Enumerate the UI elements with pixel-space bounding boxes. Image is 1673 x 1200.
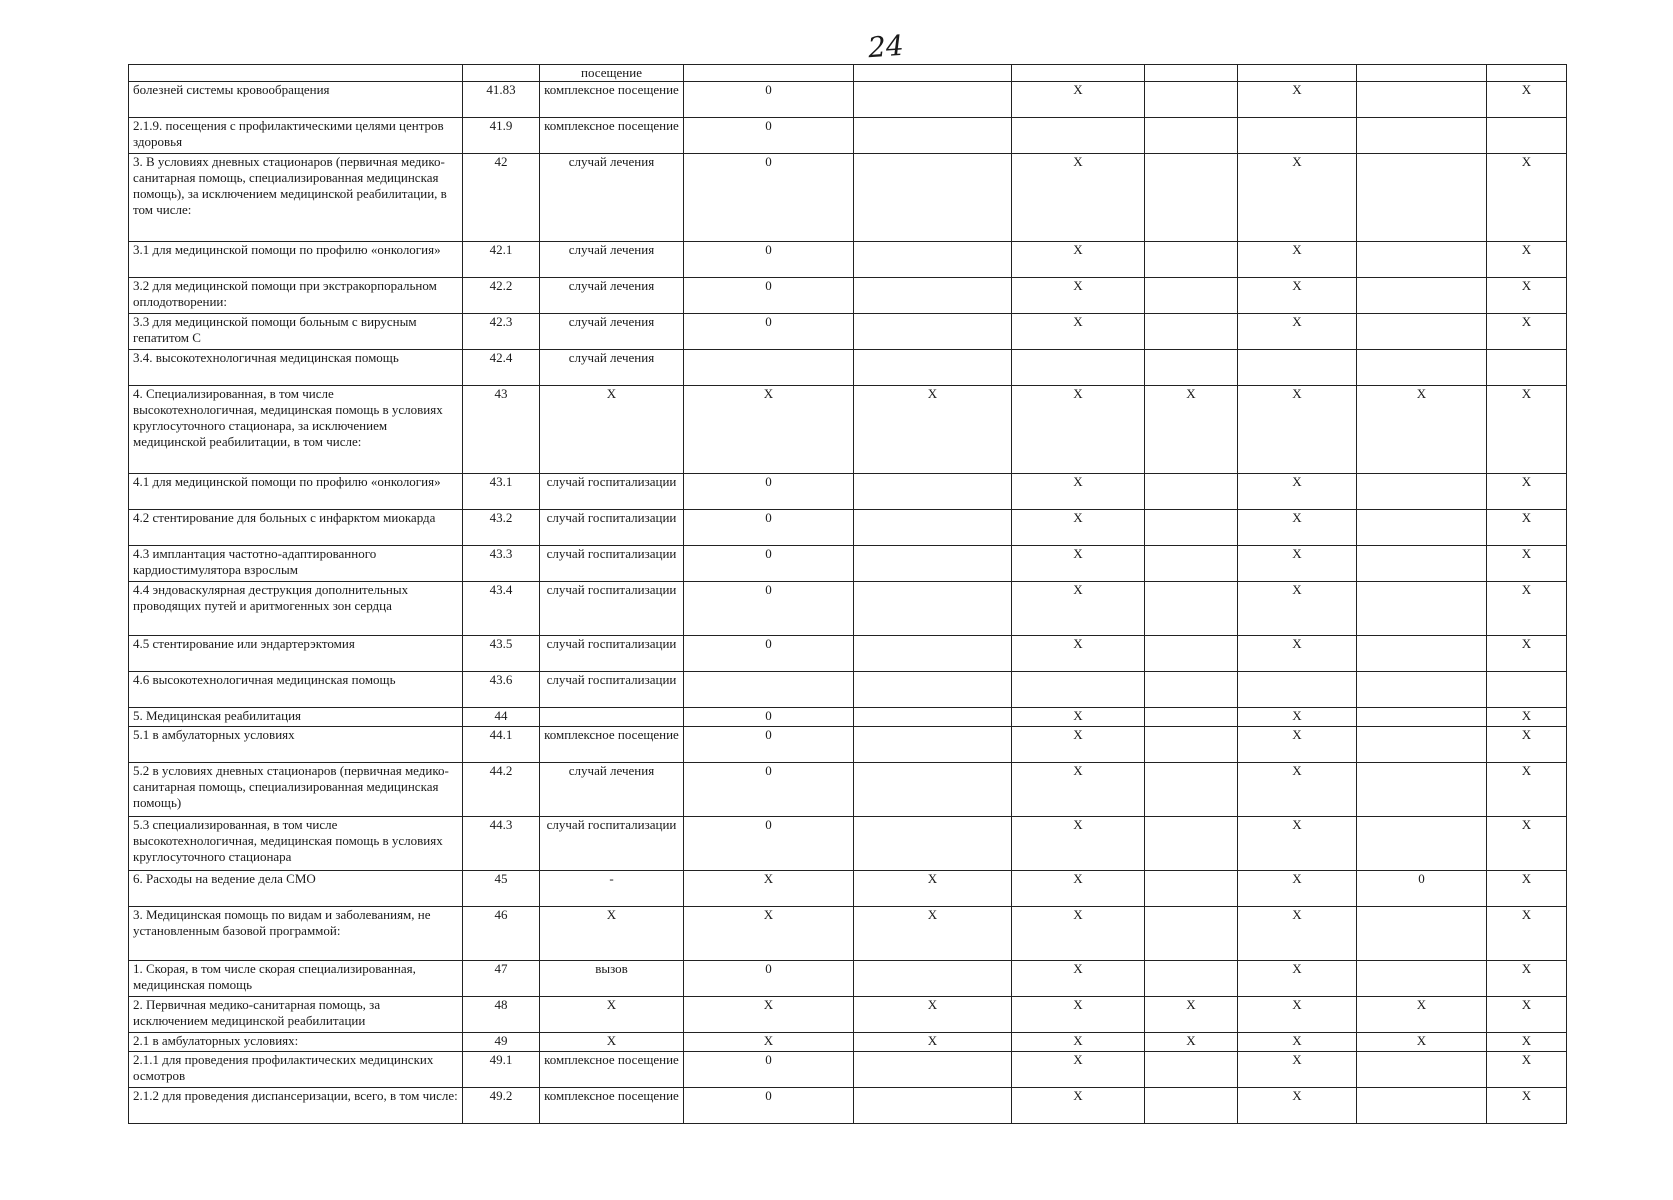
row-name: болезней системы кровообращения bbox=[129, 82, 463, 118]
value-cell: X bbox=[1487, 510, 1567, 546]
row-name: 2.1.1 для проведения профилактических медицинских осмотров bbox=[129, 1052, 463, 1088]
row-code: 44 bbox=[463, 708, 540, 727]
row-code: 49.2 bbox=[463, 1088, 540, 1124]
value-cell: X bbox=[1487, 871, 1567, 907]
value-cell bbox=[1238, 672, 1357, 708]
value-cell bbox=[854, 672, 1012, 708]
unit-cell: случай лечения bbox=[540, 278, 684, 314]
value-cell: 0 bbox=[1357, 871, 1487, 907]
value-cell bbox=[1145, 582, 1238, 636]
value-cell bbox=[1145, 708, 1238, 727]
table-row bbox=[129, 708, 1567, 727]
value-cell: X bbox=[1012, 763, 1145, 817]
unit-cell: случай госпитализации bbox=[540, 636, 684, 672]
row-code: 43.4 bbox=[463, 582, 540, 636]
row-code: 41.83 bbox=[463, 82, 540, 118]
value-cell: X bbox=[1012, 582, 1145, 636]
value-cell: X bbox=[1238, 817, 1357, 871]
value-cell bbox=[854, 546, 1012, 582]
value-cell: X bbox=[1012, 871, 1145, 907]
value-cell: X bbox=[854, 997, 1012, 1033]
unit-cell: X bbox=[540, 386, 684, 474]
unit-cell: случай госпитализации bbox=[540, 510, 684, 546]
value-cell: X bbox=[1357, 997, 1487, 1033]
value-cell: X bbox=[1012, 386, 1145, 474]
table-row bbox=[129, 672, 1567, 708]
table-row bbox=[129, 510, 1567, 546]
value-cell: X bbox=[1487, 82, 1567, 118]
value-cell: X bbox=[1012, 727, 1145, 763]
value-cell: X bbox=[1487, 386, 1567, 474]
value-cell: X bbox=[1012, 1088, 1145, 1124]
value-cell: X bbox=[1012, 242, 1145, 278]
table-row bbox=[129, 82, 1567, 118]
row-name bbox=[129, 65, 463, 82]
table-row bbox=[129, 350, 1567, 386]
value-cell bbox=[1357, 118, 1487, 154]
value-cell: X bbox=[1487, 546, 1567, 582]
row-code: 42.1 bbox=[463, 242, 540, 278]
value-cell bbox=[1145, 65, 1238, 82]
value-cell: X bbox=[854, 1033, 1012, 1052]
value-cell bbox=[1357, 474, 1487, 510]
row-name: 4.6 высокотехнологичная медицинская помощь bbox=[129, 672, 463, 708]
value-cell: X bbox=[1012, 1033, 1145, 1052]
value-cell: X bbox=[1238, 278, 1357, 314]
value-cell: X bbox=[1238, 1033, 1357, 1052]
unit-cell: вызов bbox=[540, 961, 684, 997]
row-code: 42.4 bbox=[463, 350, 540, 386]
value-cell: X bbox=[1012, 1052, 1145, 1088]
value-cell bbox=[854, 817, 1012, 871]
value-cell: 0 bbox=[684, 546, 854, 582]
row-code: 42.3 bbox=[463, 314, 540, 350]
row-code: 47 bbox=[463, 961, 540, 997]
table-row bbox=[129, 1033, 1567, 1052]
unit-cell: комплексное посещение bbox=[540, 1088, 684, 1124]
row-code: 41.9 bbox=[463, 118, 540, 154]
value-cell: X bbox=[1487, 1088, 1567, 1124]
value-cell: X bbox=[1238, 242, 1357, 278]
value-cell: X bbox=[1238, 154, 1357, 242]
table-row bbox=[129, 118, 1567, 154]
value-cell bbox=[1238, 350, 1357, 386]
unit-cell bbox=[540, 708, 684, 727]
value-cell bbox=[1357, 242, 1487, 278]
value-cell bbox=[1487, 65, 1567, 82]
value-cell bbox=[1145, 350, 1238, 386]
value-cell bbox=[1012, 672, 1145, 708]
value-cell: X bbox=[1238, 314, 1357, 350]
value-cell: X bbox=[1487, 708, 1567, 727]
value-cell: X bbox=[684, 907, 854, 961]
row-code: 49 bbox=[463, 1033, 540, 1052]
value-cell: X bbox=[1487, 961, 1567, 997]
value-cell: X bbox=[1012, 154, 1145, 242]
unit-cell: случай лечения bbox=[540, 314, 684, 350]
value-cell: X bbox=[1487, 1052, 1567, 1088]
row-name: 2.1.9. посещения с профилактическими целями центров здоровья bbox=[129, 118, 463, 154]
unit-cell: комплексное посещение bbox=[540, 118, 684, 154]
value-cell: X bbox=[1238, 636, 1357, 672]
row-code: 43 bbox=[463, 386, 540, 474]
value-cell bbox=[1357, 907, 1487, 961]
row-name: 4.1 для медицинской помощи по профилю «онкология» bbox=[129, 474, 463, 510]
unit-cell: случай лечения bbox=[540, 763, 684, 817]
unit-cell: X bbox=[540, 907, 684, 961]
value-cell bbox=[1357, 708, 1487, 727]
value-cell: X bbox=[1487, 242, 1567, 278]
value-cell bbox=[1145, 546, 1238, 582]
table-row bbox=[129, 871, 1567, 907]
value-cell: 0 bbox=[684, 314, 854, 350]
table-row bbox=[129, 154, 1567, 242]
value-cell bbox=[1145, 118, 1238, 154]
value-cell: X bbox=[1238, 708, 1357, 727]
row-name: 1. Скорая, в том числе скорая специализированная, медицинская помощь bbox=[129, 961, 463, 997]
row-name: 4. Специализированная, в том числе высокотехнологичная, медицинская помощь в условиях круглосуточного стационара, за исключением медицинской реабилитации, в том числе: bbox=[129, 386, 463, 474]
value-cell: X bbox=[1145, 1033, 1238, 1052]
unit-cell: X bbox=[540, 997, 684, 1033]
value-cell bbox=[854, 278, 1012, 314]
row-name: 2.1 в амбулаторных условиях: bbox=[129, 1033, 463, 1052]
value-cell bbox=[1357, 727, 1487, 763]
table-row bbox=[129, 907, 1567, 961]
value-cell: 0 bbox=[684, 727, 854, 763]
table-row bbox=[129, 727, 1567, 763]
value-cell bbox=[1357, 582, 1487, 636]
value-cell: X bbox=[1357, 386, 1487, 474]
row-code: 44.1 bbox=[463, 727, 540, 763]
row-name: 5. Медицинская реабилитация bbox=[129, 708, 463, 727]
value-cell bbox=[854, 961, 1012, 997]
value-cell: X bbox=[684, 386, 854, 474]
row-name: 3.3 для медицинской помощи больным с вирусным гепатитом С bbox=[129, 314, 463, 350]
value-cell bbox=[854, 763, 1012, 817]
value-cell bbox=[854, 1088, 1012, 1124]
value-cell bbox=[1012, 118, 1145, 154]
table-row bbox=[129, 582, 1567, 636]
value-cell bbox=[1145, 636, 1238, 672]
value-cell: X bbox=[1012, 817, 1145, 871]
value-cell: X bbox=[1238, 961, 1357, 997]
row-name: 4.3 имплантация частотно-адаптированного кардиостимулятора взрослым bbox=[129, 546, 463, 582]
value-cell bbox=[854, 1052, 1012, 1088]
table-row bbox=[129, 817, 1567, 871]
value-cell: X bbox=[1012, 997, 1145, 1033]
value-cell: X bbox=[1487, 636, 1567, 672]
table-row bbox=[129, 278, 1567, 314]
value-cell: X bbox=[854, 871, 1012, 907]
value-cell bbox=[1145, 907, 1238, 961]
value-cell bbox=[1012, 350, 1145, 386]
value-cell: X bbox=[1012, 474, 1145, 510]
value-cell: X bbox=[1012, 510, 1145, 546]
value-cell: 0 bbox=[684, 961, 854, 997]
value-cell bbox=[1357, 350, 1487, 386]
value-cell bbox=[854, 474, 1012, 510]
unit-cell: случай госпитализации bbox=[540, 474, 684, 510]
value-cell bbox=[854, 154, 1012, 242]
table-row bbox=[129, 386, 1567, 474]
value-cell: 0 bbox=[684, 708, 854, 727]
value-cell: 0 bbox=[684, 1052, 854, 1088]
unit-cell: - bbox=[540, 871, 684, 907]
value-cell bbox=[1357, 636, 1487, 672]
row-name: 3. Медицинская помощь по видам и заболеваниям, не установленным базовой программой: bbox=[129, 907, 463, 961]
value-cell bbox=[1145, 817, 1238, 871]
value-cell: 0 bbox=[684, 82, 854, 118]
row-name: 4.2 стентирование для больных с инфарктом миокарда bbox=[129, 510, 463, 546]
value-cell: X bbox=[1487, 474, 1567, 510]
row-name: 4.5 стентирование или эндартерэктомия bbox=[129, 636, 463, 672]
table-row bbox=[129, 314, 1567, 350]
row-code: 46 bbox=[463, 907, 540, 961]
row-name: 2.1.2 для проведения диспансеризации, всего, в том числе: bbox=[129, 1088, 463, 1124]
value-cell: X bbox=[1238, 997, 1357, 1033]
unit-cell: случай лечения bbox=[540, 242, 684, 278]
value-cell bbox=[1145, 1088, 1238, 1124]
value-cell bbox=[1145, 82, 1238, 118]
value-cell: X bbox=[1487, 154, 1567, 242]
row-code: 42.2 bbox=[463, 278, 540, 314]
unit-cell: случай госпитализации bbox=[540, 672, 684, 708]
unit-cell: комплексное посещение bbox=[540, 1052, 684, 1088]
unit-cell: случай лечения bbox=[540, 154, 684, 242]
value-cell: X bbox=[1238, 386, 1357, 474]
table-row bbox=[129, 474, 1567, 510]
value-cell bbox=[1145, 672, 1238, 708]
row-code: 43.1 bbox=[463, 474, 540, 510]
value-cell bbox=[1145, 474, 1238, 510]
value-cell: X bbox=[1145, 997, 1238, 1033]
value-cell: X bbox=[1357, 1033, 1487, 1052]
value-cell bbox=[854, 242, 1012, 278]
value-cell bbox=[854, 636, 1012, 672]
value-cell bbox=[1357, 510, 1487, 546]
value-cell bbox=[854, 82, 1012, 118]
row-name: 3.1 для медицинской помощи по профилю «онкология» bbox=[129, 242, 463, 278]
value-cell bbox=[1357, 314, 1487, 350]
value-cell: 0 bbox=[684, 118, 854, 154]
value-cell bbox=[854, 582, 1012, 636]
value-cell: X bbox=[1487, 314, 1567, 350]
row-name: 5.1 в амбулаторных условиях bbox=[129, 727, 463, 763]
value-cell bbox=[1145, 242, 1238, 278]
value-cell bbox=[1357, 1088, 1487, 1124]
value-cell: X bbox=[1238, 907, 1357, 961]
value-cell: X bbox=[1012, 708, 1145, 727]
unit-cell: случай госпитализации bbox=[540, 582, 684, 636]
value-cell: X bbox=[1238, 82, 1357, 118]
unit-cell: X bbox=[540, 1033, 684, 1052]
table-row bbox=[129, 763, 1567, 817]
unit-cell: случай госпитализации bbox=[540, 817, 684, 871]
value-cell: X bbox=[1012, 314, 1145, 350]
row-code: 42 bbox=[463, 154, 540, 242]
value-cell bbox=[1357, 546, 1487, 582]
value-cell bbox=[1238, 65, 1357, 82]
value-cell: X bbox=[1487, 1033, 1567, 1052]
value-cell bbox=[1357, 817, 1487, 871]
unit-cell: случай лечения bbox=[540, 350, 684, 386]
value-cell bbox=[1357, 1052, 1487, 1088]
row-code: 49.1 bbox=[463, 1052, 540, 1088]
value-cell: X bbox=[1012, 636, 1145, 672]
value-cell: X bbox=[854, 386, 1012, 474]
value-cell bbox=[1487, 672, 1567, 708]
value-cell: X bbox=[1487, 817, 1567, 871]
value-cell: X bbox=[1012, 82, 1145, 118]
unit-cell: посещение bbox=[540, 65, 684, 82]
value-cell: X bbox=[1238, 582, 1357, 636]
value-cell bbox=[1487, 118, 1567, 154]
value-cell bbox=[1145, 510, 1238, 546]
value-cell: 0 bbox=[684, 510, 854, 546]
value-cell bbox=[1487, 350, 1567, 386]
value-cell: X bbox=[1012, 546, 1145, 582]
unit-cell: комплексное посещение bbox=[540, 82, 684, 118]
value-cell: X bbox=[1238, 1088, 1357, 1124]
value-cell bbox=[1145, 871, 1238, 907]
row-name: 6. Расходы на ведение дела СМО bbox=[129, 871, 463, 907]
table-row bbox=[129, 65, 1567, 82]
row-code bbox=[463, 65, 540, 82]
value-cell: X bbox=[1012, 961, 1145, 997]
value-cell bbox=[1145, 314, 1238, 350]
value-cell: X bbox=[1012, 907, 1145, 961]
unit-cell: случай госпитализации bbox=[540, 546, 684, 582]
value-cell bbox=[1145, 763, 1238, 817]
row-code: 48 bbox=[463, 997, 540, 1033]
value-cell: 0 bbox=[684, 817, 854, 871]
value-cell: X bbox=[1238, 871, 1357, 907]
value-cell bbox=[854, 727, 1012, 763]
value-cell bbox=[1238, 118, 1357, 154]
value-cell: X bbox=[1012, 278, 1145, 314]
value-cell: 0 bbox=[684, 1088, 854, 1124]
value-cell bbox=[854, 118, 1012, 154]
row-name: 3. В условиях дневных стационаров (первичная медико-санитарная помощь, специализированная медицинская помощь), за исключением медицинской реабилитации, в том числе: bbox=[129, 154, 463, 242]
value-cell bbox=[684, 350, 854, 386]
page-number: 24 bbox=[866, 28, 905, 65]
row-code: 43.6 bbox=[463, 672, 540, 708]
table-row bbox=[129, 546, 1567, 582]
value-cell: 0 bbox=[684, 242, 854, 278]
row-code: 43.2 bbox=[463, 510, 540, 546]
value-cell: 0 bbox=[684, 154, 854, 242]
value-cell bbox=[1357, 672, 1487, 708]
row-name: 5.2 в условиях дневных стационаров (первичная медико-санитарная помощь, специализированная медицинская помощь) bbox=[129, 763, 463, 817]
value-cell: X bbox=[1238, 763, 1357, 817]
value-cell: X bbox=[1487, 763, 1567, 817]
cost-table bbox=[128, 64, 1567, 1124]
row-code: 43.5 bbox=[463, 636, 540, 672]
row-name: 2. Первичная медико-санитарная помощь, за исключением медицинской реабилитации bbox=[129, 997, 463, 1033]
value-cell: X bbox=[1487, 278, 1567, 314]
value-cell: X bbox=[684, 871, 854, 907]
value-cell bbox=[1012, 65, 1145, 82]
value-cell bbox=[1145, 1052, 1238, 1088]
value-cell: X bbox=[1238, 474, 1357, 510]
row-code: 43.3 bbox=[463, 546, 540, 582]
table-row bbox=[129, 961, 1567, 997]
value-cell: X bbox=[1487, 997, 1567, 1033]
value-cell: 0 bbox=[684, 763, 854, 817]
value-cell: X bbox=[1238, 510, 1357, 546]
value-cell bbox=[1357, 154, 1487, 242]
table-row bbox=[129, 997, 1567, 1033]
table-row bbox=[129, 1088, 1567, 1124]
value-cell: X bbox=[684, 1033, 854, 1052]
table-row bbox=[129, 636, 1567, 672]
value-cell bbox=[684, 65, 854, 82]
value-cell bbox=[684, 672, 854, 708]
value-cell bbox=[854, 314, 1012, 350]
value-cell: X bbox=[1487, 582, 1567, 636]
value-cell bbox=[854, 708, 1012, 727]
value-cell bbox=[1357, 961, 1487, 997]
value-cell: X bbox=[854, 907, 1012, 961]
value-cell: X bbox=[684, 997, 854, 1033]
value-cell: 0 bbox=[684, 278, 854, 314]
value-cell bbox=[1145, 727, 1238, 763]
table-row bbox=[129, 1052, 1567, 1088]
row-name: 3.4. высокотехнологичная медицинская помощь bbox=[129, 350, 463, 386]
value-cell bbox=[1145, 278, 1238, 314]
value-cell: X bbox=[1238, 546, 1357, 582]
value-cell: X bbox=[1145, 386, 1238, 474]
value-cell bbox=[854, 350, 1012, 386]
row-code: 44.3 bbox=[463, 817, 540, 871]
value-cell bbox=[854, 65, 1012, 82]
row-code: 45 bbox=[463, 871, 540, 907]
value-cell: 0 bbox=[684, 474, 854, 510]
value-cell bbox=[1357, 763, 1487, 817]
value-cell: X bbox=[1238, 727, 1357, 763]
value-cell bbox=[1145, 961, 1238, 997]
value-cell bbox=[1357, 82, 1487, 118]
value-cell bbox=[1145, 154, 1238, 242]
value-cell bbox=[1357, 65, 1487, 82]
value-cell: 0 bbox=[684, 636, 854, 672]
row-name: 4.4 эндоваскулярная деструкция дополнительных проводящих путей и аритмогенных зон сердца bbox=[129, 582, 463, 636]
table-row bbox=[129, 242, 1567, 278]
value-cell bbox=[854, 510, 1012, 546]
row-code: 44.2 bbox=[463, 763, 540, 817]
value-cell: X bbox=[1487, 907, 1567, 961]
row-name: 3.2 для медицинской помощи при экстракорпоральном оплодотворении: bbox=[129, 278, 463, 314]
value-cell: X bbox=[1238, 1052, 1357, 1088]
value-cell bbox=[1357, 278, 1487, 314]
unit-cell: комплексное посещение bbox=[540, 727, 684, 763]
row-name: 5.3 специализированная, в том числе высокотехнологичная, медицинская помощь в условиях круглосуточного стационара bbox=[129, 817, 463, 871]
value-cell: X bbox=[1487, 727, 1567, 763]
value-cell: 0 bbox=[684, 582, 854, 636]
